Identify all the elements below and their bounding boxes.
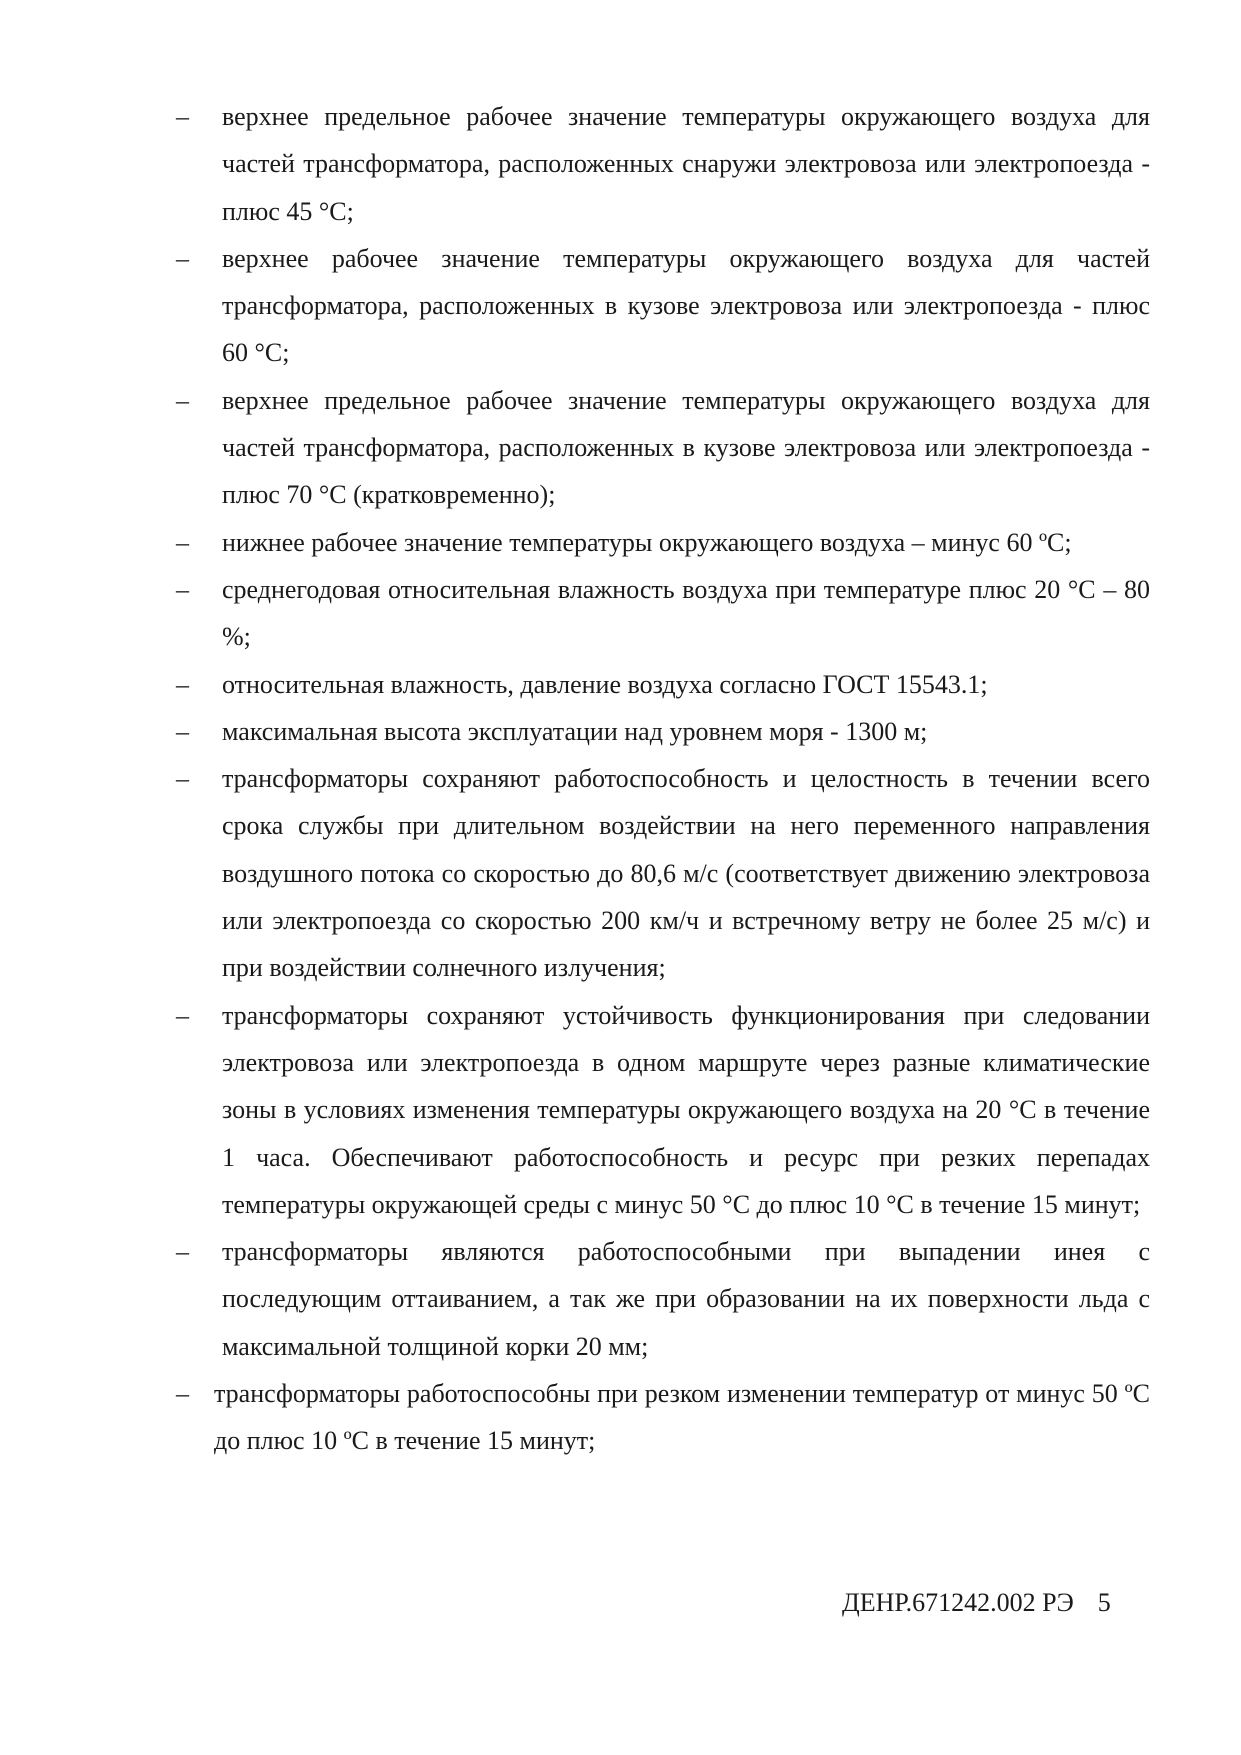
list-item-text: трансформаторы сохраняют работоспособность и целостность в течении всего срока службы при длительном воздействии на него переменного направления воздушного потока со скоростью до 80,6 м/с (соответствует движению электровоза или электропоезда со скоростью 200 км/ч и встречному ветру не более 25 м/с) и при воздействии солнечного излучения; — [222, 764, 1150, 983]
list-item-text: трансформаторы работоспособны при резком изменении температур от минус 50 ºС до плюс 10 ºС в течение 15 минут; — [214, 1379, 1150, 1456]
list-dash: – — [176, 243, 189, 273]
list-item-text: верхнее предельное рабочее значение температуры окружающего воздуха для частей трансформатора, расположенных в кузове электровоза или электропоезда - плюс 70 °С (кратковременно); — [222, 385, 1150, 510]
list-dash: – — [176, 574, 189, 604]
list-dash: – — [176, 716, 189, 746]
list-item — [176, 708, 1150, 755]
list-item — [176, 566, 1150, 661]
list-item — [176, 93, 1150, 235]
page-number: 5 — [1097, 1588, 1111, 1617]
page-footer — [842, 1583, 1111, 1623]
list-dash: – — [176, 527, 189, 557]
list-item-text: верхнее рабочее значение температуры окружающего воздуха для частей трансформатора, расположенных в кузове электровоза или электропоезда - плюс 60 °С; — [222, 243, 1150, 368]
list-item-text: трансформаторы являются работоспособными при выпадении инея с последующим оттаиванием, а так же при образовании на их поверхности льда с максимальной толщиной корки 20 мм; — [222, 1237, 1150, 1361]
list-item — [176, 377, 1150, 519]
list-dash: – — [176, 764, 189, 794]
list-dash: – — [176, 1000, 189, 1030]
list-item-text: нижнее рабочее значение температуры окружающего воздуха – минус 60 ºС; — [222, 527, 1072, 557]
list-item — [176, 519, 1150, 566]
list-dash: – — [176, 1237, 189, 1267]
list-item-text: верхнее предельное рабочее значение температуры окружающего воздуха для частей трансформатора, расположенных снаружи электровоза или электропоезда - плюс 45 °С; — [222, 102, 1150, 226]
list-dash: – — [176, 669, 189, 699]
list-item — [176, 755, 1150, 991]
list-item-text: трансформаторы сохраняют устойчивость функционирования при следовании электровоза или электропоезда в одном маршруте через разные климатические зоны в условиях изменения температуры окружающего воздуха на 20 °С в течение 1 часа. Обеспечивают работоспособность и ресурс при резких перепадах температуры окружающей среды с минус 50 °С до плюс 10 °С в течение 15 минут; — [222, 1000, 1150, 1219]
requirements-list — [176, 93, 1150, 1465]
list-dash: – — [176, 1379, 189, 1409]
list-item — [176, 1228, 1150, 1370]
list-item-text: среднегодовая относительная влажность воздуха при температуре плюс 20 °С – 80 %; — [222, 574, 1150, 652]
list-item — [176, 992, 1150, 1228]
list-item-text: максимальная высота эксплуатации над уровнем моря - 1300 м; — [222, 716, 928, 746]
list-dash: – — [176, 102, 189, 131]
list-item-text: относительная влажность, давление воздуха согласно ГОСТ 15543.1; — [222, 669, 988, 699]
list-dash: – — [176, 385, 189, 415]
document-code: ДЕНР.671242.002 РЭ — [842, 1588, 1074, 1617]
list-item — [176, 235, 1150, 377]
list-item — [176, 661, 1150, 708]
list-item — [176, 1370, 1150, 1465]
